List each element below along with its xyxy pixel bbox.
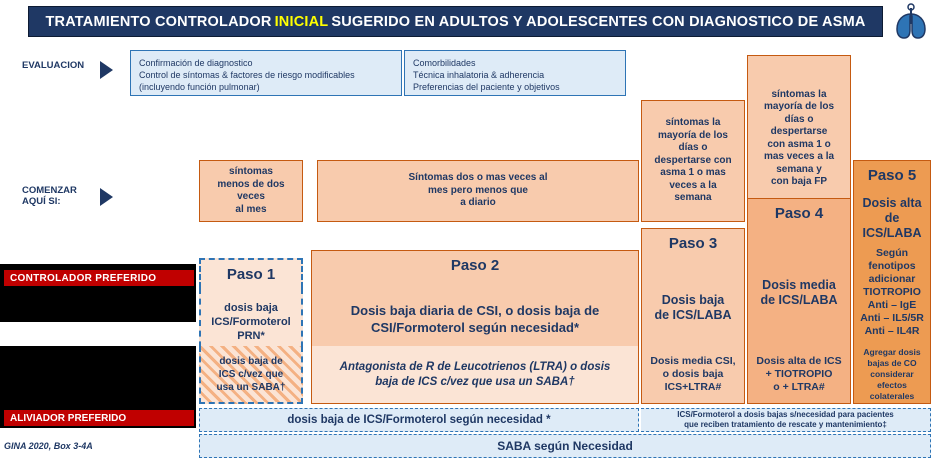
step5-preferred-controller bbox=[853, 190, 931, 358]
preferred-reliever-label: ALIVIADOR PREFERIDO bbox=[4, 410, 194, 426]
step-header-5: Paso 5 bbox=[853, 160, 931, 190]
reliever-row2: SABA según Necesidad bbox=[199, 434, 931, 458]
symptom-callout-step3: síntomas la mayoría de los días o despertarse con asma 1 o mas veces a la semana bbox=[641, 100, 745, 222]
step2-preferred-controller: Dosis baja diaria de CSI, o dosis baja de CSI/Formoterol según necesidad* bbox=[311, 280, 639, 358]
step1-preferred-controller: dosis baja ICS/Formoterol PRN* bbox=[199, 288, 303, 358]
step5-other-options: Agregar dosis bajas de CO considerar efectos colaterales bbox=[853, 346, 931, 404]
step1-other-options: dosis baja de ICS c/vez que usa un SABA† bbox=[199, 346, 303, 404]
step5-preferred-body: Según fenotipos adicionar TIOTROPIO Anti – IgE Anti – IL5/5R Anti – IL4R bbox=[860, 247, 924, 337]
evaluation-box-comorbidities: Comorbilidades Técnica inhalatoria & adherencia Preferencias del paciente y objetivos bbox=[404, 50, 626, 96]
step3-other-options: Dosis media CSI, o dosis baja ICS+LTRA# bbox=[641, 346, 745, 404]
reliever-row1-right: ICS/Formoterol a dosis bajas s/necesidad para pacientes que reciben tratamiento de rescate y mantenimiento‡ bbox=[641, 408, 931, 432]
preferred-controller-label: CONTROLADOR PREFERIDO bbox=[4, 270, 194, 286]
step-header-3: Paso 3 bbox=[641, 228, 745, 258]
evaluation-box-diagnosis: Confirmación de diagnostico Control de síntomas & factores de riesgo modificables (incluyendo función pulmonar) bbox=[130, 50, 402, 96]
step5-preferred-title: Dosis alta de ICS/LABA bbox=[862, 196, 922, 240]
start-here-label: COMENZAR AQUÍ SI: bbox=[22, 185, 77, 207]
page-title-suffix: SUGERIDO EN ADULTOS Y ADOLESCENTES CON DIAGNOSTICO DE ASMA bbox=[331, 13, 866, 30]
evaluation-arrow-icon bbox=[100, 61, 113, 79]
evaluation-label: EVALUACION bbox=[22, 60, 85, 71]
symptom-callout-step4: síntomas la mayoría de los días o despertarse con asma 1 o mas veces a la semana y con baja FP bbox=[747, 55, 851, 222]
symptom-callout-step1: síntomas menos de dos veces al mes bbox=[199, 160, 303, 222]
page-title-prefix: TRATAMIENTO CONTROLADOR bbox=[45, 13, 272, 30]
step-header-4: Paso 4 bbox=[747, 198, 851, 228]
source-footer: GINA 2020, Box 3-4A bbox=[4, 441, 93, 451]
step2-other-options: Antagonista de R de Leucotrienos (LTRA) o dosis baja de ICS c/vez que usa un SABA† bbox=[311, 346, 639, 404]
reliever-row1-left: dosis baja de ICS/Formoterol según necesidad * bbox=[199, 408, 639, 432]
step-header-2: Paso 2 bbox=[311, 250, 639, 280]
step3-preferred-controller: Dosis baja de ICS/LABA bbox=[641, 258, 745, 358]
page-title bbox=[28, 6, 883, 37]
page-title-highlight: INICIAL bbox=[274, 13, 329, 30]
other-options-label bbox=[4, 352, 194, 368]
start-here-arrow-icon bbox=[100, 188, 113, 206]
symptom-callout-step2: Síntomas dos o mas veces al mes pero menos que a diario bbox=[317, 160, 639, 222]
step-header-1: Paso 1 bbox=[199, 258, 303, 288]
step4-preferred-controller: Dosis media de ICS/LABA bbox=[747, 228, 851, 358]
lungs-icon bbox=[890, 2, 932, 42]
step4-other-options: Dosis alta de ICS + TIOTROPIO o + LTRA# bbox=[747, 346, 851, 404]
